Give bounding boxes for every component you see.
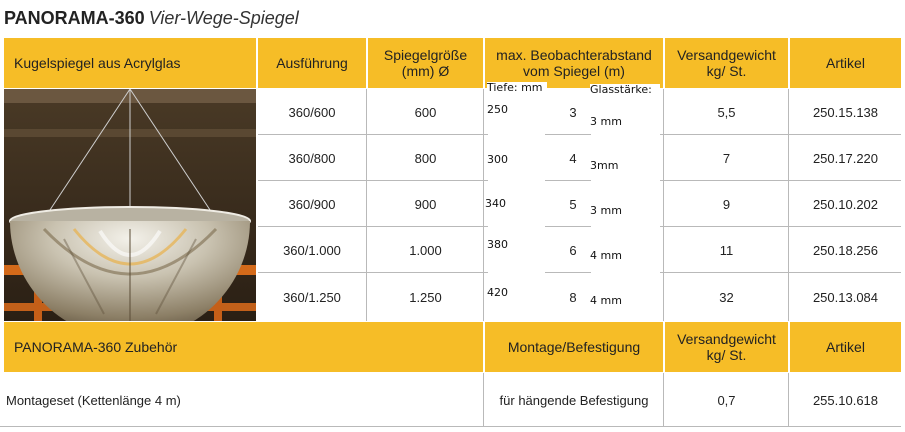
- row-article: 250.18.256: [812, 242, 879, 258]
- header-size: Spiegelgröße (mm) Ø: [368, 38, 483, 88]
- row-size: 1.250: [409, 289, 442, 305]
- row-article: 250.17.220: [812, 150, 879, 166]
- row-article: 250.10.202: [812, 196, 879, 212]
- depth-value: 250: [487, 104, 542, 124]
- row-distance: 4: [569, 150, 577, 166]
- depth-value: 380: [487, 239, 542, 269]
- glass-value: 3mm: [590, 160, 660, 178]
- row-divider: [258, 226, 488, 227]
- row-size: 900: [414, 196, 437, 212]
- row-article: 250.15.138: [812, 104, 879, 120]
- title-subtitle: Vier-Wege-Spiegel: [148, 8, 299, 28]
- row-version: 360/1.250: [283, 289, 341, 305]
- row-article: 250.13.084: [812, 289, 879, 305]
- row-weight: 5,5: [717, 104, 736, 120]
- row-distance: 3: [569, 104, 577, 120]
- glass-value: 4 mm: [590, 295, 660, 313]
- row-version: 360/1.000: [283, 242, 341, 258]
- col-divider: [788, 89, 789, 321]
- accessory-weight: 0,7: [717, 392, 736, 408]
- col-divider: [663, 373, 664, 427]
- row-divider: [660, 180, 901, 181]
- table-bottom-line: [0, 426, 901, 427]
- glass-label: Glasstärke:: [590, 84, 660, 98]
- header-product: Kugelspiegel aus Acrylglas: [4, 38, 256, 88]
- row-divider: [258, 134, 488, 135]
- accessory-header-article: Artikel: [790, 322, 901, 372]
- accessory-header-mounting: Montage/Befestigung: [485, 322, 663, 372]
- row-weight: 7: [722, 150, 731, 166]
- row-divider: [545, 226, 591, 227]
- depth-label: Tiefe: mm: [487, 82, 547, 96]
- product-photo: [4, 89, 256, 321]
- row-version: 360/600: [288, 104, 336, 120]
- accessory-header-name: PANORAMA-360 Zubehör: [4, 322, 483, 372]
- glass-value: 3 mm: [590, 116, 660, 134]
- row-size: 1.000: [409, 242, 442, 258]
- depth-value: 340: [485, 198, 540, 228]
- depth-value: 300: [487, 154, 542, 184]
- row-weight: 32: [719, 289, 734, 305]
- dome-mirror-image: [4, 89, 256, 321]
- row-version: 360/900: [288, 196, 336, 212]
- title-brand: PANORAMA-360: [4, 8, 145, 28]
- row-distance: 8: [569, 289, 577, 305]
- col-divider: [483, 373, 484, 427]
- header-version: Ausführung: [258, 38, 366, 88]
- accessory-name: Montageset (Kettenlänge 4 m): [6, 392, 181, 408]
- col-divider: [663, 89, 664, 321]
- row-distance: 6: [569, 242, 577, 258]
- row-divider: [545, 134, 591, 135]
- glass-value: 4 mm: [590, 250, 660, 268]
- col-divider: [366, 89, 367, 321]
- row-version: 360/800: [288, 150, 336, 166]
- row-divider: [545, 180, 591, 181]
- row-weight: 11: [719, 242, 734, 258]
- glass-value: 3 mm: [590, 205, 660, 223]
- row-size: 600: [414, 104, 437, 120]
- col-divider: [483, 89, 484, 321]
- accessory-article: 255.10.618: [812, 392, 879, 408]
- row-distance: 5: [569, 196, 577, 212]
- row-divider: [660, 226, 901, 227]
- page-title: [4, 4, 299, 32]
- row-size: 800: [414, 150, 437, 166]
- row-divider: [258, 180, 488, 181]
- row-divider: [660, 134, 901, 135]
- row-weight: 9: [722, 196, 731, 212]
- accessory-header-weight: Versandgewicht kg/ St.: [665, 322, 788, 372]
- header-distance: max. Beobachterabstand vom Spiegel (m): [485, 38, 663, 88]
- header-article: Artikel: [790, 38, 901, 88]
- row-divider: [545, 272, 591, 273]
- row-divider: [258, 272, 488, 273]
- header-weight: Versandgewicht kg/ St.: [665, 38, 788, 88]
- row-divider: [660, 272, 901, 273]
- accessory-mounting: für hängende Befestigung: [499, 392, 649, 408]
- depth-value: 420: [487, 287, 542, 317]
- col-divider: [788, 373, 789, 427]
